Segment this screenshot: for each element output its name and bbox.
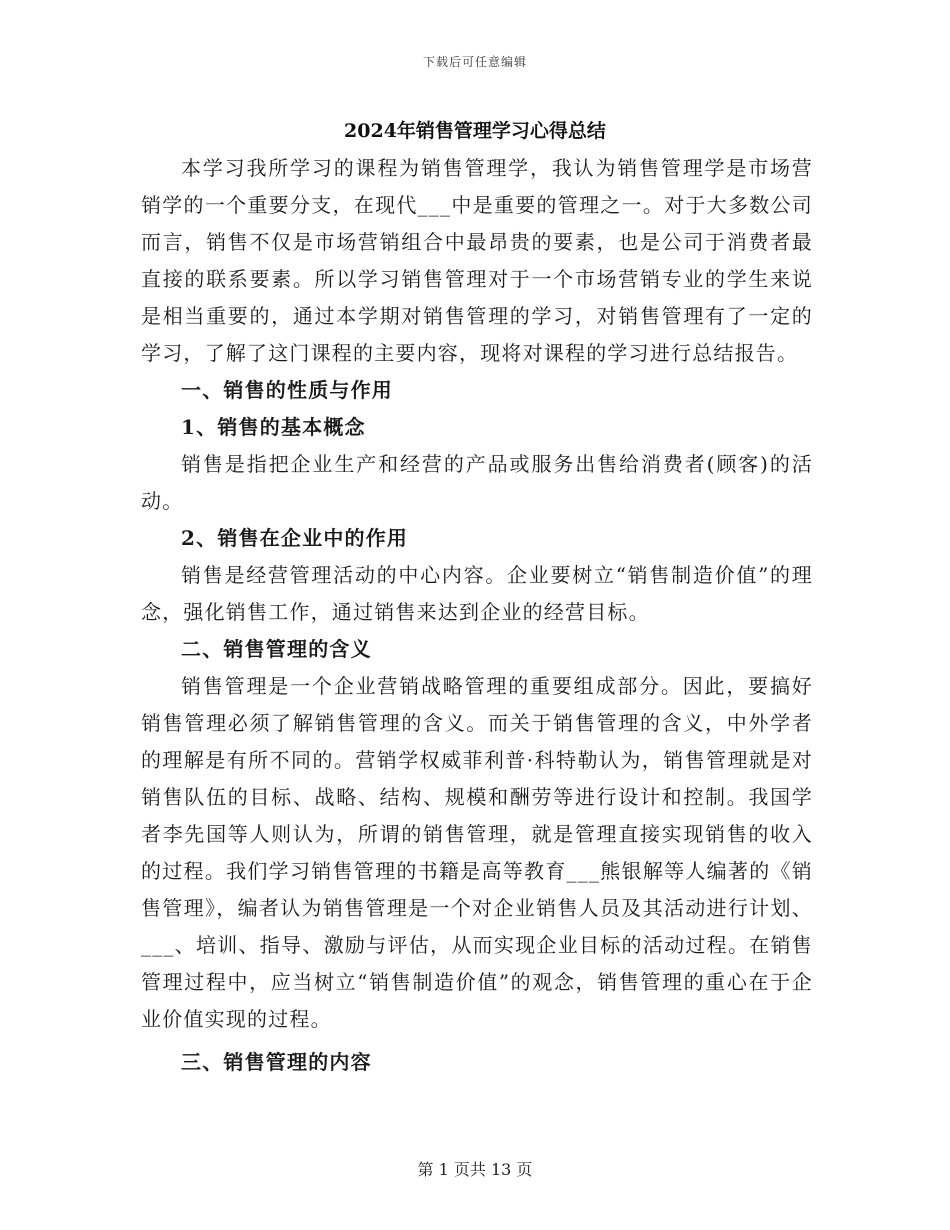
intro-paragraph: 本学习我所学习的课程为销售管理学，我认为销售管理学是市场营销学的一个重要分支，在现代___中是重要的管理之一。对于大多数公司而言，销售不仅是市场营销组合中最昂贵的要素，也是公司于消费者最直接的联系要素。所以学习销售管理对于一个市场营销专业的学生来说是相当重要的，通过本学期对销售管理的学习，对销售管理有了一定的学习，了解了这门课程的主要内容，现将对课程的学习进行总结报告。: [141, 156, 813, 365]
section-heading-3: 三、销售管理的内容: [181, 1050, 372, 1074]
subsection-heading-1-1: 1、销售的基本概念: [181, 415, 366, 439]
page-number: 第 1 页共 13 页: [417, 1160, 533, 1179]
subsection-heading-1-2: 2、销售在企业中的作用: [181, 526, 409, 550]
document-body: [141, 150, 813, 1081]
paragraph-basic-concept: 销售是指把企业生产和经营的产品或服务出售给消费者(顾客)的活动。: [141, 452, 813, 513]
section-heading-1: 一、销售的性质与作用: [181, 378, 393, 402]
paragraph-meaning: 销售管理是一个企业营销战略管理的重要组成部分。因此，要搞好销售管理必须了解销售管理的含义。而关于销售管理的含义，中外学者的理解是有所不同的。营销学权威菲利普·科特勒认为，销售管理就是对销售队伍的目标、战略、结构、规模和酬劳等进行设计和控制。我国学者李先国等人则认为，所谓的销售管理，就是管理直接实现销售的收入的过程。我们学习销售管理的书籍是高等教育___熊银解等人编著的《销售管理》，编者认为销售管理是一个对企业销售人员及其活动进行计划、___、培训、指导、激励与评估，从而实现企业目标的活动过程。在销售管理过程中，应当树立“销售制造价值”的观念，销售管理的重心在于企业价值实现的过程。: [141, 674, 813, 1031]
section-heading-2: 二、销售管理的含义: [181, 637, 372, 661]
document-title: 2024年销售管理学习心得总结: [344, 120, 606, 142]
paragraph-role: 销售是经营管理活动的中心内容。企业要树立“销售制造价值”的理念，强化销售工作，通过销售来达到企业的经营目标。: [141, 563, 813, 624]
page-header-note: 下载后可任意编辑: [422, 55, 527, 69]
